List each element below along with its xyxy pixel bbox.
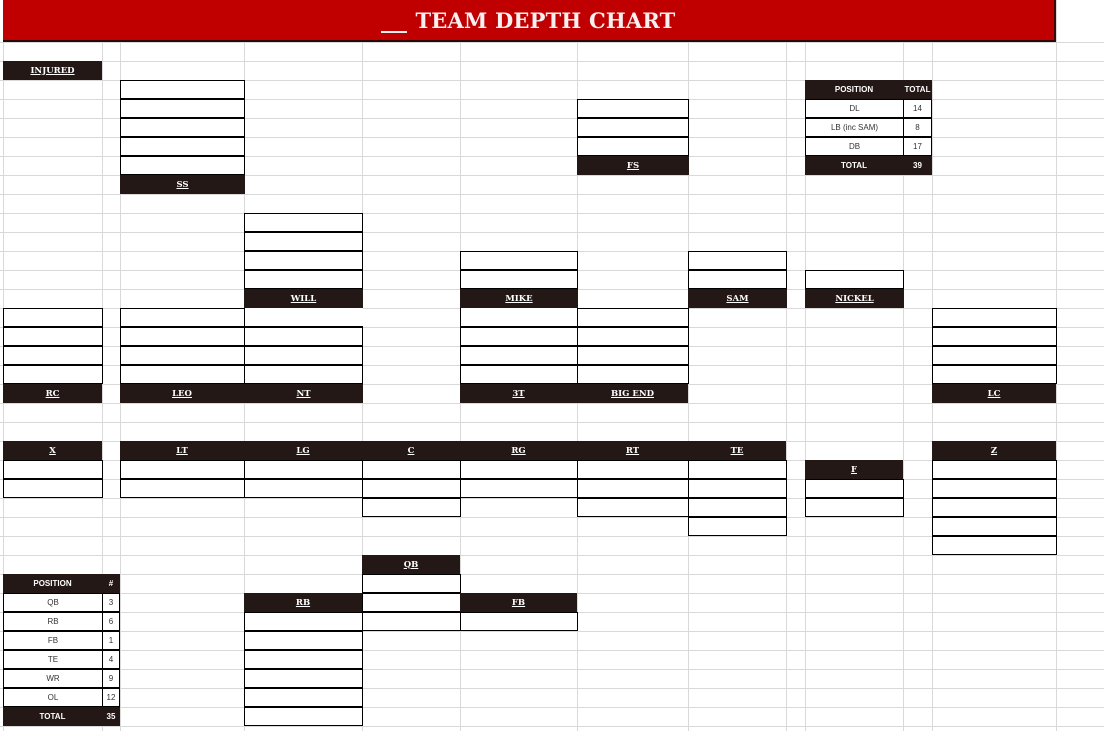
leo-slot-1[interactable] — [120, 308, 245, 327]
c-slot-3[interactable] — [362, 498, 461, 517]
three-t-slot-2[interactable] — [460, 327, 578, 346]
mike-slot-1[interactable] — [460, 251, 578, 270]
will-header: WILL — [244, 289, 363, 308]
lg-header: LG — [244, 441, 362, 460]
off-table-position-cell: OL — [3, 688, 103, 707]
title-banner — [3, 0, 1056, 42]
lt-header: LT — [120, 441, 244, 460]
injured-header: INJURED — [3, 61, 102, 80]
fb-slot-1[interactable] — [460, 612, 578, 631]
off-table-position-cell: QB — [3, 593, 103, 612]
leo-header: LEO — [120, 384, 244, 403]
def-table-total-cell: 17 — [903, 137, 932, 156]
nt-slot-2[interactable] — [244, 327, 363, 346]
gridline — [0, 403, 1104, 404]
fb-header: FB — [460, 593, 577, 612]
rc-header: RC — [3, 384, 102, 403]
rt-slot-1[interactable] — [577, 460, 689, 479]
off-table-count-cell: 6 — [102, 612, 120, 631]
big-end-header: BIG END — [577, 384, 688, 403]
fs-slot-2[interactable] — [577, 118, 689, 137]
def-table-total-header: TOTAL — [903, 80, 932, 99]
sam-slot-1[interactable] — [688, 251, 787, 270]
big-end-slot-2[interactable] — [577, 327, 689, 346]
def-table-footer-total: 39 — [903, 156, 932, 175]
page-title — [381, 8, 675, 33]
z-slot-5[interactable] — [932, 536, 1057, 555]
will-slot-4[interactable] — [244, 270, 363, 289]
gridline — [0, 213, 1104, 214]
z-slot-3[interactable] — [932, 498, 1057, 517]
lc-slot-3[interactable] — [932, 346, 1057, 365]
def-table-position-cell: DL — [805, 99, 904, 118]
gridline — [0, 688, 1104, 689]
off-table-position-cell: FB — [3, 631, 103, 650]
ss-slot-3[interactable] — [120, 118, 245, 137]
sam-header: SAM — [688, 289, 787, 308]
three-t-slot-1[interactable] — [460, 308, 578, 327]
gridline — [0, 42, 1104, 43]
gridline — [0, 555, 1104, 556]
rc-slot-3[interactable] — [3, 346, 103, 365]
c-slot-2[interactable] — [362, 479, 461, 498]
gridline — [786, 42, 787, 731]
off-table-position-cell: RB — [3, 612, 103, 631]
x-slot-1[interactable] — [3, 460, 103, 479]
leo-slot-4[interactable] — [120, 365, 245, 384]
off-table-footer-label: TOTAL — [3, 707, 102, 726]
off-table-count-cell: 1 — [102, 631, 120, 650]
def-table-position-cell: DB — [805, 137, 904, 156]
nt-slot-3[interactable] — [244, 346, 363, 365]
fs-header: FS — [577, 156, 689, 175]
rg-slot-2[interactable] — [460, 479, 578, 498]
c-header: C — [362, 441, 460, 460]
lc-slot-1[interactable] — [932, 308, 1057, 327]
qb-header: QB — [362, 555, 460, 574]
big-end-slot-4[interactable] — [577, 365, 689, 384]
rg-slot-1[interactable] — [460, 460, 578, 479]
will-slot-3[interactable] — [244, 251, 363, 270]
qb-slot-2[interactable] — [362, 593, 461, 612]
z-slot-4[interactable] — [932, 517, 1057, 536]
lt-slot-1[interactable] — [120, 460, 245, 479]
off-table-count-cell: 4 — [102, 650, 120, 669]
big-end-slot-1[interactable] — [577, 308, 689, 327]
lc-slot-2[interactable] — [932, 327, 1057, 346]
off-table-count-header: # — [102, 574, 120, 593]
def-table-total-cell: 8 — [903, 118, 932, 137]
ss-slot-5[interactable] — [120, 156, 245, 175]
lg-slot-2[interactable] — [244, 479, 363, 498]
mike-header: MIKE — [460, 289, 578, 308]
gridline — [0, 726, 1104, 727]
nt-slot-4[interactable] — [244, 365, 363, 384]
te-slot-4[interactable] — [688, 517, 787, 536]
te-header: TE — [688, 441, 786, 460]
qb-slot-1[interactable] — [362, 574, 461, 593]
off-table-count-cell: 3 — [102, 593, 120, 612]
rt-slot-2[interactable] — [577, 479, 689, 498]
lc-header: LC — [932, 384, 1056, 403]
rb-slot-4[interactable] — [244, 669, 363, 688]
z-header: Z — [932, 441, 1056, 460]
three-t-slot-3[interactable] — [460, 346, 578, 365]
big-end-slot-3[interactable] — [577, 346, 689, 365]
rt-slot-3[interactable] — [577, 498, 689, 517]
off-table-count-cell: 9 — [102, 669, 120, 688]
f-slot-1[interactable] — [805, 479, 904, 498]
off-table-footer-count: 35 — [102, 707, 120, 726]
ss-slot-2[interactable] — [120, 99, 245, 118]
def-table-position-cell: LB (inc SAM) — [805, 118, 904, 137]
x-header: X — [3, 441, 102, 460]
off-table-count-cell: 12 — [102, 688, 120, 707]
nickel-slot-1[interactable] — [805, 270, 904, 289]
gridline — [0, 574, 1104, 575]
lg-slot-1[interactable] — [244, 460, 363, 479]
z-slot-2[interactable] — [932, 479, 1057, 498]
rb-slot-1[interactable] — [244, 612, 363, 631]
gridline — [0, 631, 1104, 632]
team-name-blank[interactable] — [381, 11, 407, 33]
gridline — [0, 422, 1104, 423]
off-table-position-header: POSITION — [3, 574, 102, 593]
leo-slot-2[interactable] — [120, 327, 245, 346]
gridline — [0, 707, 1104, 708]
off-table-position-cell: WR — [3, 669, 103, 688]
te-slot-1[interactable] — [688, 460, 787, 479]
gridline — [0, 650, 1104, 651]
nickel-header: NICKEL — [805, 289, 904, 308]
gridline — [0, 194, 1104, 195]
qb-slot-3[interactable] — [362, 612, 461, 631]
c-slot-1[interactable] — [362, 460, 461, 479]
sam-slot-2[interactable] — [688, 270, 787, 289]
nt-slot-1[interactable] — [244, 308, 363, 327]
rb-slot-2[interactable] — [244, 631, 363, 650]
rc-slot-4[interactable] — [3, 365, 103, 384]
x-slot-2[interactable] — [3, 479, 103, 498]
rc-slot-1[interactable] — [3, 308, 103, 327]
te-slot-2[interactable] — [688, 479, 787, 498]
three-t-header: 3T — [460, 384, 577, 403]
z-slot-1[interactable] — [932, 460, 1057, 479]
rb-slot-5[interactable] — [244, 688, 363, 707]
f-header: F — [805, 460, 903, 479]
def-table-total-cell: 14 — [903, 99, 932, 118]
lc-slot-4[interactable] — [932, 365, 1057, 384]
will-slot-1[interactable] — [244, 213, 363, 232]
title-label: TEAM DEPTH CHART — [415, 7, 676, 33]
gridline — [0, 669, 1104, 670]
fs-slot-1[interactable] — [577, 99, 689, 118]
te-slot-3[interactable] — [688, 498, 787, 517]
rc-slot-2[interactable] — [3, 327, 103, 346]
rb-header: RB — [244, 593, 362, 612]
ss-header: SS — [120, 175, 245, 194]
def-table-footer-label: TOTAL — [805, 156, 903, 175]
def-table-position-header: POSITION — [805, 80, 903, 99]
gridline — [0, 61, 1104, 62]
rg-header: RG — [460, 441, 577, 460]
mike-slot-2[interactable] — [460, 270, 578, 289]
fs-slot-3[interactable] — [577, 137, 689, 156]
nt-header: NT — [244, 384, 363, 403]
rt-header: RT — [577, 441, 688, 460]
three-t-slot-4[interactable] — [460, 365, 578, 384]
off-table-position-cell: TE — [3, 650, 103, 669]
f-slot-2[interactable] — [805, 498, 904, 517]
ss-slot-1[interactable] — [120, 80, 245, 99]
gridline — [0, 232, 1104, 233]
leo-slot-3[interactable] — [120, 346, 245, 365]
ss-slot-4[interactable] — [120, 137, 245, 156]
will-slot-2[interactable] — [244, 232, 363, 251]
rb-slot-3[interactable] — [244, 650, 363, 669]
lt-slot-2[interactable] — [120, 479, 245, 498]
rb-slot-6[interactable] — [244, 707, 363, 726]
